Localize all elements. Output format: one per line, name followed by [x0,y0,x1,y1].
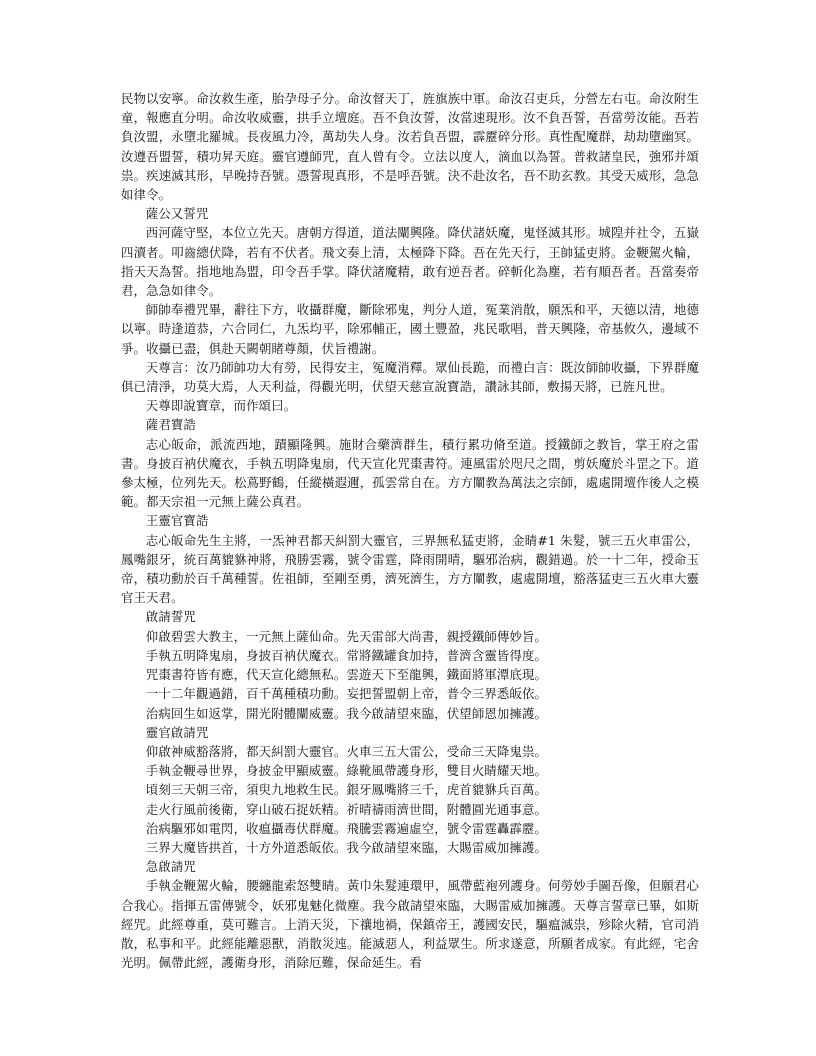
section-heading: 薩君寶誥 [145,417,196,433]
verse-line: 治病回生如返掌，開光附體闡威靈。我今啟請望來臨，伏望師恩加擁護。 [145,705,548,721]
verse-line: 手執五明降鬼扇，身披百衲伏魔衣。常將鐵罐食加持，普濟含靈皆得度。 [145,647,548,663]
body-paragraph: 天尊即說寶章，而作頌曰。 [145,398,297,414]
verse-line: 三界大魔皆拱首，十方外道悉皈依。我今啟請望來臨，大賜雷威加擁護。 [145,839,548,855]
verse-line: 走火行風前後衛，穿山破石捉妖精。祈晴禱雨濟世間，附體圓光通事意。 [145,801,548,817]
document-page [121,89,699,972]
verse-line: 治病驅邪如電閃，收瘟攝毒伏群魔。飛騰雲霧遍虛空，號令雷霆轟霹靂。 [145,820,548,836]
body-paragraph: 志心皈命先生主將，一炁神君都天糾罰大靈官，三界無私猛吏將，金睛#1 朱髮，號三五火車雷公，鳳嘴銀牙，統百萬貔貅神將，飛勝雲霧，號令雷霆，降雨開晴，驅邪治病，觀錯過。於一十二年，授命玉帝，積功勳於百千萬種誓。佐祖師，至剛至勇，濟死濟生，方方闡教，處處開壇，豁落猛吏三五火車大靈官王天君。 [121,532,699,606]
body-paragraph: 手執金鞭駕火輪，腰纏龍索怒雙睛。黃巾朱髮連環甲，風帶藍袍列護身。何勞妙手圖吾像，但願君心合我心。指揮五雷傳號令，妖邪鬼魅化微塵。我今啟請望來臨，大賜雷威加擁護。天尊言誓章已畢，如斯經咒。此經尊重，莫可難言。上消天災，下禳地禍，保鎮帝王，護國安民，驅瘟滅祟，殄除火精，官司消散，私事和平。此經能離惡獸，消散災迍。能滅惡人，利益眾生。所求遂意，所願者成家。有此經，宅舍光明。佩帶此經，護衛身形，消除厄難，保命延生。看 [121,878,699,971]
body-paragraph: 志心皈命，派流西地，蹟顯隆興。施財合藥濟群生，積行累功脩至道。授鐵師之教旨，掌王府之雷書。身披百衲伏魔衣，手執五明降鬼扇，代天宣化咒棗書符。連風雷於咫尺之間，剪妖魔於斗罡之下。道參太極，位列先天。松蔦野鶴，任縱橫遐邇，孤雲常自在。方方闡教為萬法之宗師，處處開壇作後人之模範。都天宗祖一元無上薩公真君。 [121,436,699,510]
section-heading: 急啟請咒 [145,859,196,875]
body-paragraph: 民物以安寧。命汝救生產，胎孕母子分。命汝督天丁，旌旗族中軍。命汝召吏兵，分營左右屯。命汝附生童，報應直分明。命汝收威靈，拱手立壇庭。吾不負汝誓，汝當速現形。汝不負吾誓，吾當勞汝能。吾若負汝盟，永墮北羅城。長夜風力冷，萬劫失人身。汝若負吾盟，霹靂碎分形。真性配魔群，劫劫墮幽冥。汝遵吾盟誓，積功昇天庭。靈官遵師咒，直人曾有令。立法以度人，滴血以為誓。普救諸皇民，強邪并頌祟。疾速滅其形，早晚持吾號。憑誓現真形，不是呼吾號。決不赴汝名，吾不助玄教。其受天威形，急急如律令。 [121,91,699,203]
verse-line: 一十二年觀過錯，百千萬種積功勳。妄把誓盟朝上帝，普令三界悉皈依。 [145,686,548,702]
body-paragraph: 西河薩守堅，本位立先天。唐朝方得道，道法闡興隆。降伏諸妖魔，鬼怪滅其形。城隍并社令，五嶽四瀆者。叩齒總伏降，若有不伏者。飛文奏上清，太極降下降。吾在先天行，王帥猛吏將。金鞭駕火輪，指天天為誓。指地地為盟，印令吾手掌。降伏諸魔精，敢有逆吾者。碎斬化為塵，若有順吾者。吾當奏帝君，急急如律令。 [121,225,699,299]
verse-line: 咒棗書符皆有應，代天宣化總無私。雲遊天下至龍興，鐵面將軍潭底現。 [145,667,548,683]
section-heading: 靈官啟請咒 [145,724,209,740]
verse-line: 仰啟碧雲大教主，一元無上薩仙命。先天雷部大尚書，親授鐵師傳妙旨。 [145,628,548,644]
section-heading: 薩公又誓咒 [145,206,209,222]
body-paragraph: 師帥奉禮咒畢，辭往下方，收攝群魔，斷除邪鬼，判分人道，冤業消散，願炁和平，天德以清，地德以寧。時逢道恭，六合同仁，九炁均平，除邪輔正，國土豐盈，兆民歌唱，普天興隆，帝基攸久，邊域不爭。收攝已盡，俱赴天闕朝睹尊顏，伏旨禮謝。 [121,302,699,356]
verse-line: 頃刻三天朝三帝，須臾九地救生民。銀牙鳳嘴將三千，虎首貔貅兵百萬。 [145,782,548,798]
body-paragraph: 天尊言：汝乃師帥功大有勞，民得安主，冤魔消釋。眾仙長跪，而禮白言：既汝師帥收攝，下界群魔俱已清淨，功莫大焉，人天利益，得觀光明，伏望天慈宣說寶誥，讚詠其師，敷揚天將，已旌凡世。 [121,359,699,395]
verse-line: 仰啟神威豁落將，都天糾罰大靈官。火車三五大雷公，受命三天降鬼祟。 [145,743,548,759]
verse-line: 手執金鞭尋世界，身披金甲顯威靈。綠靴風帶護身形，雙目火睛耀天地。 [145,763,548,779]
section-heading: 王靈官寶誥 [145,513,209,529]
section-heading: 啟請誓咒 [145,609,196,625]
